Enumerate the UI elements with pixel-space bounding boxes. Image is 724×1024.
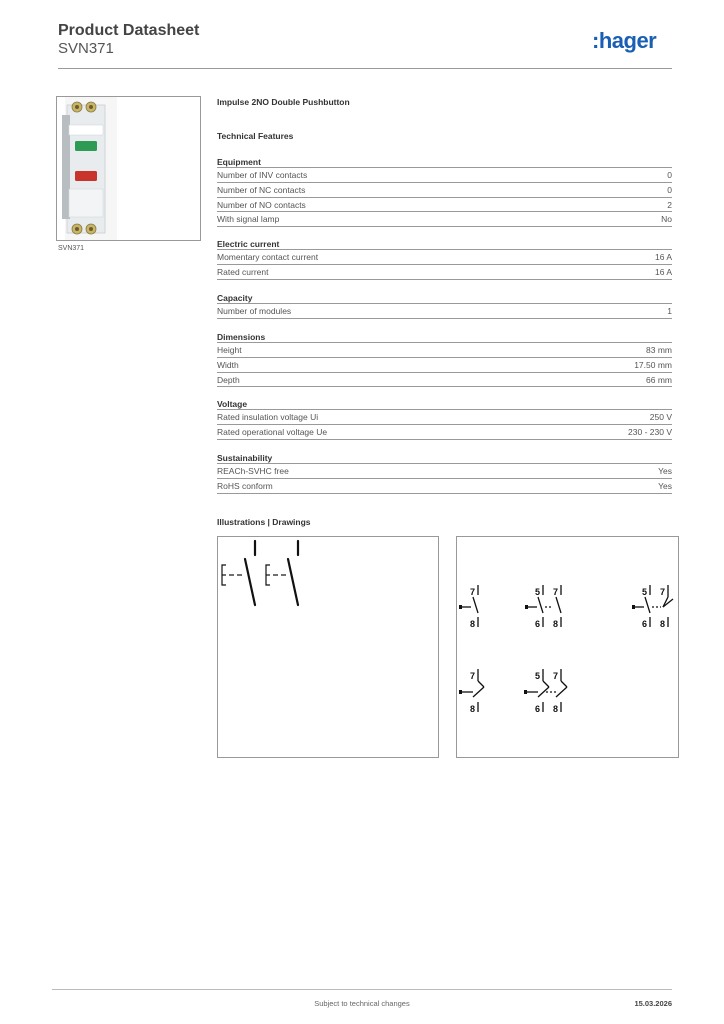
spec-heading: Capacity <box>217 292 672 304</box>
pushbutton-symbol-drawing <box>217 536 439 758</box>
spec-section-capacity <box>217 292 672 319</box>
spec-label: RoHS conform <box>217 480 273 491</box>
spec-heading: Equipment <box>217 156 672 168</box>
spec-label: REACh-SVHC free <box>217 466 289 476</box>
spec-value: 16 A <box>654 252 672 262</box>
spec-value: 2 <box>667 199 672 210</box>
terminal-label: 7 <box>660 587 666 597</box>
spec-label: With signal lamp <box>217 214 280 225</box>
terminal-label: 5 <box>642 587 648 597</box>
double-pushbutton-symbol <box>218 537 438 757</box>
spec-label: Momentary contact current <box>217 252 319 262</box>
header-divider <box>58 68 672 69</box>
spec-value: No <box>661 214 672 225</box>
footer-date: 15.03.2026 <box>634 999 672 1008</box>
spec-section-electric-current <box>217 238 672 280</box>
spec-row <box>217 212 672 227</box>
spec-heading: Voltage <box>217 398 672 410</box>
spec-label: Number of NC contacts <box>217 184 306 195</box>
terminal-label: 5 <box>535 587 541 597</box>
spec-row <box>217 304 672 319</box>
spec-row <box>217 183 672 198</box>
spec-label: Rated operational voltage Ue <box>217 426 328 437</box>
terminal-label: 5 <box>535 671 541 681</box>
spec-section-dimensions <box>217 331 672 387</box>
spec-heading: Electric current <box>217 238 672 250</box>
terminal-label: 7 <box>553 587 559 597</box>
spec-label: Depth <box>217 374 240 385</box>
spec-row <box>217 343 672 358</box>
spec-heading: Dimensions <box>217 331 672 343</box>
contact-wiring-diagrams <box>457 537 678 757</box>
page-title: Product Datasheet <box>58 22 200 39</box>
product-name: Impulse 2NO Double Pushbutton <box>217 97 350 107</box>
terminal-label: 8 <box>553 619 559 629</box>
product-image-caption: SVN371 <box>58 245 85 252</box>
product-reference: SVN371 <box>58 40 114 57</box>
spec-label: Height <box>217 345 242 355</box>
terminal-label: 8 <box>470 619 476 629</box>
spec-label: Number of modules <box>217 306 292 316</box>
spec-value: 1 <box>667 306 672 316</box>
spec-label: Number of INV contacts <box>217 170 308 180</box>
product-image-frame <box>56 96 201 241</box>
product-image <box>57 97 200 240</box>
spec-value: 250 V <box>649 412 672 422</box>
terminal-label: 8 <box>470 704 476 714</box>
spec-section-equipment <box>217 156 672 227</box>
spec-section-voltage <box>217 398 672 440</box>
spec-row <box>217 373 672 388</box>
terminal-label: 8 <box>660 619 666 629</box>
terminal-label: 6 <box>535 619 541 629</box>
spec-row <box>217 358 672 373</box>
spec-row <box>217 250 672 265</box>
spec-row <box>217 425 672 440</box>
terminal-label: 7 <box>553 671 559 681</box>
spec-value: 83 mm <box>646 345 672 355</box>
spec-row <box>217 410 672 425</box>
logo-text: hager <box>598 28 657 53</box>
illustrations-heading: Illustrations | Drawings <box>217 517 311 527</box>
spec-row <box>217 168 672 183</box>
spec-label: Width <box>217 359 239 370</box>
spec-value: 16 A <box>654 266 672 277</box>
spec-row <box>217 198 672 213</box>
terminal-label: 8 <box>553 704 559 714</box>
spec-label: Rated insulation voltage Ui <box>217 412 319 422</box>
footer-divider <box>52 989 672 990</box>
spec-heading: Sustainability <box>217 452 672 464</box>
spec-label: Rated current <box>217 266 269 277</box>
spec-value: 0 <box>667 184 672 195</box>
footer-notice: Subject to technical changes <box>314 999 410 1008</box>
spec-value: 66 mm <box>646 374 672 385</box>
wiring-diagrams-drawing <box>456 536 679 758</box>
spec-value: Yes <box>658 466 672 476</box>
spec-value: 17.50 mm <box>634 359 672 370</box>
spec-value: Yes <box>658 480 672 491</box>
spec-value: 230 - 230 V <box>628 426 672 437</box>
technical-features-heading: Technical Features <box>217 131 294 141</box>
terminal-label: 7 <box>470 587 476 597</box>
terminal-label: 6 <box>535 704 541 714</box>
spec-label: Number of NO contacts <box>217 199 306 210</box>
terminal-label: 7 <box>470 671 476 681</box>
logo-dots-icon: : <box>592 28 599 53</box>
spec-section-sustainability <box>217 452 672 494</box>
spec-row <box>217 265 672 280</box>
terminal-label: 6 <box>642 619 648 629</box>
spec-row <box>217 479 672 494</box>
spec-value: 0 <box>667 170 672 180</box>
hager-logo <box>592 28 656 54</box>
spec-row <box>217 464 672 479</box>
